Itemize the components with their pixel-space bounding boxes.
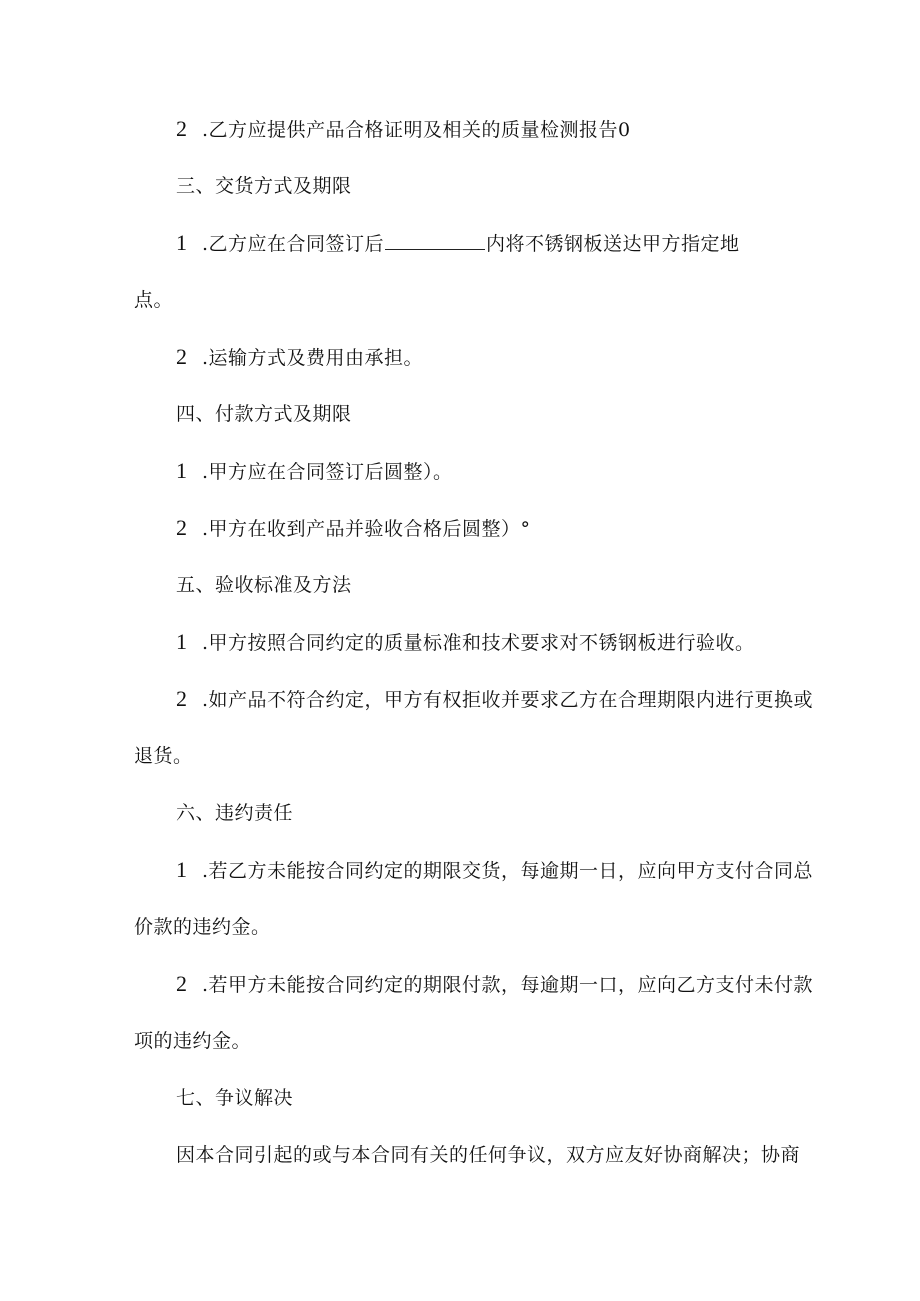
clause-text: .若乙方未能按合同约定的期限交货，每逾期一日，应向甲方支付合同总 (202, 860, 814, 882)
clause-1-payment-after-signing (176, 458, 453, 485)
clause-2-late-payment-penalty (176, 971, 813, 998)
clause-text-after-blank: 内将不锈钢板送达甲方指定地 (486, 233, 740, 255)
section-heading-payment: 四、付款方式及期限 (176, 403, 352, 425)
clause-text: .甲方按照合同约定的质量标准和技术要求对不锈钢板进行验收。 (202, 632, 755, 654)
fill-in-blank (385, 231, 485, 250)
clause-continuation: 退货。 (134, 745, 193, 767)
clause-continuation: 点。 (134, 289, 174, 311)
clause-2-transport (176, 344, 423, 371)
clause-number: 1 (176, 857, 188, 882)
section-heading-dispute: 七、争议解决 (176, 1087, 294, 1109)
clause-2-rejection (176, 686, 813, 713)
clause-number: 2 (176, 116, 188, 141)
section-heading-delivery: 三、交货方式及期限 (176, 175, 352, 197)
clause-number: 2 (176, 515, 188, 540)
clause-text-before-blank: .乙方应在合同签订后 (202, 233, 385, 255)
clause-continuation: 项的违约金。 (134, 1030, 252, 1052)
clause-text: .运输方式及费用由承担。 (202, 347, 424, 369)
clause-2-quality-certificate (176, 116, 631, 143)
clause-number: 1 (176, 629, 188, 654)
clause-1-delivery-time (176, 230, 740, 257)
clause-text: .甲方应在合同签订后圆整）。 (202, 461, 453, 483)
clause-number: 1 (176, 458, 188, 483)
clause-text: .甲方在收到产品并验收合格后圆整）° (202, 518, 531, 540)
clause-number: 2 (176, 686, 188, 711)
clause-text: .如产品不符合约定，甲方有权拒收并要求乙方在合理期限内进行更换或 (202, 689, 814, 711)
clause-number: 2 (176, 344, 188, 369)
clause-continuation: 价款的违约金。 (134, 916, 271, 938)
dispute-resolution-text: 因本合同引起的或与本合同有关的任何争议，双方应友好协商解决；协商 (176, 1144, 801, 1166)
section-heading-liability: 六、违约责任 (176, 802, 294, 824)
clause-text: .乙方应提供产品合格证明及相关的质量检测报告0 (202, 119, 631, 141)
clause-number: 1 (176, 230, 188, 255)
clause-number: 2 (176, 971, 188, 996)
section-heading-acceptance: 五、验收标准及方法 (176, 574, 352, 596)
clause-1-late-delivery-penalty (176, 857, 813, 884)
clause-1-acceptance-standard (176, 629, 755, 656)
clause-2-payment-after-acceptance (176, 515, 531, 542)
clause-text: .若甲方未能按合同约定的期限付款，每逾期一口，应向乙方支付未付款 (202, 974, 814, 996)
